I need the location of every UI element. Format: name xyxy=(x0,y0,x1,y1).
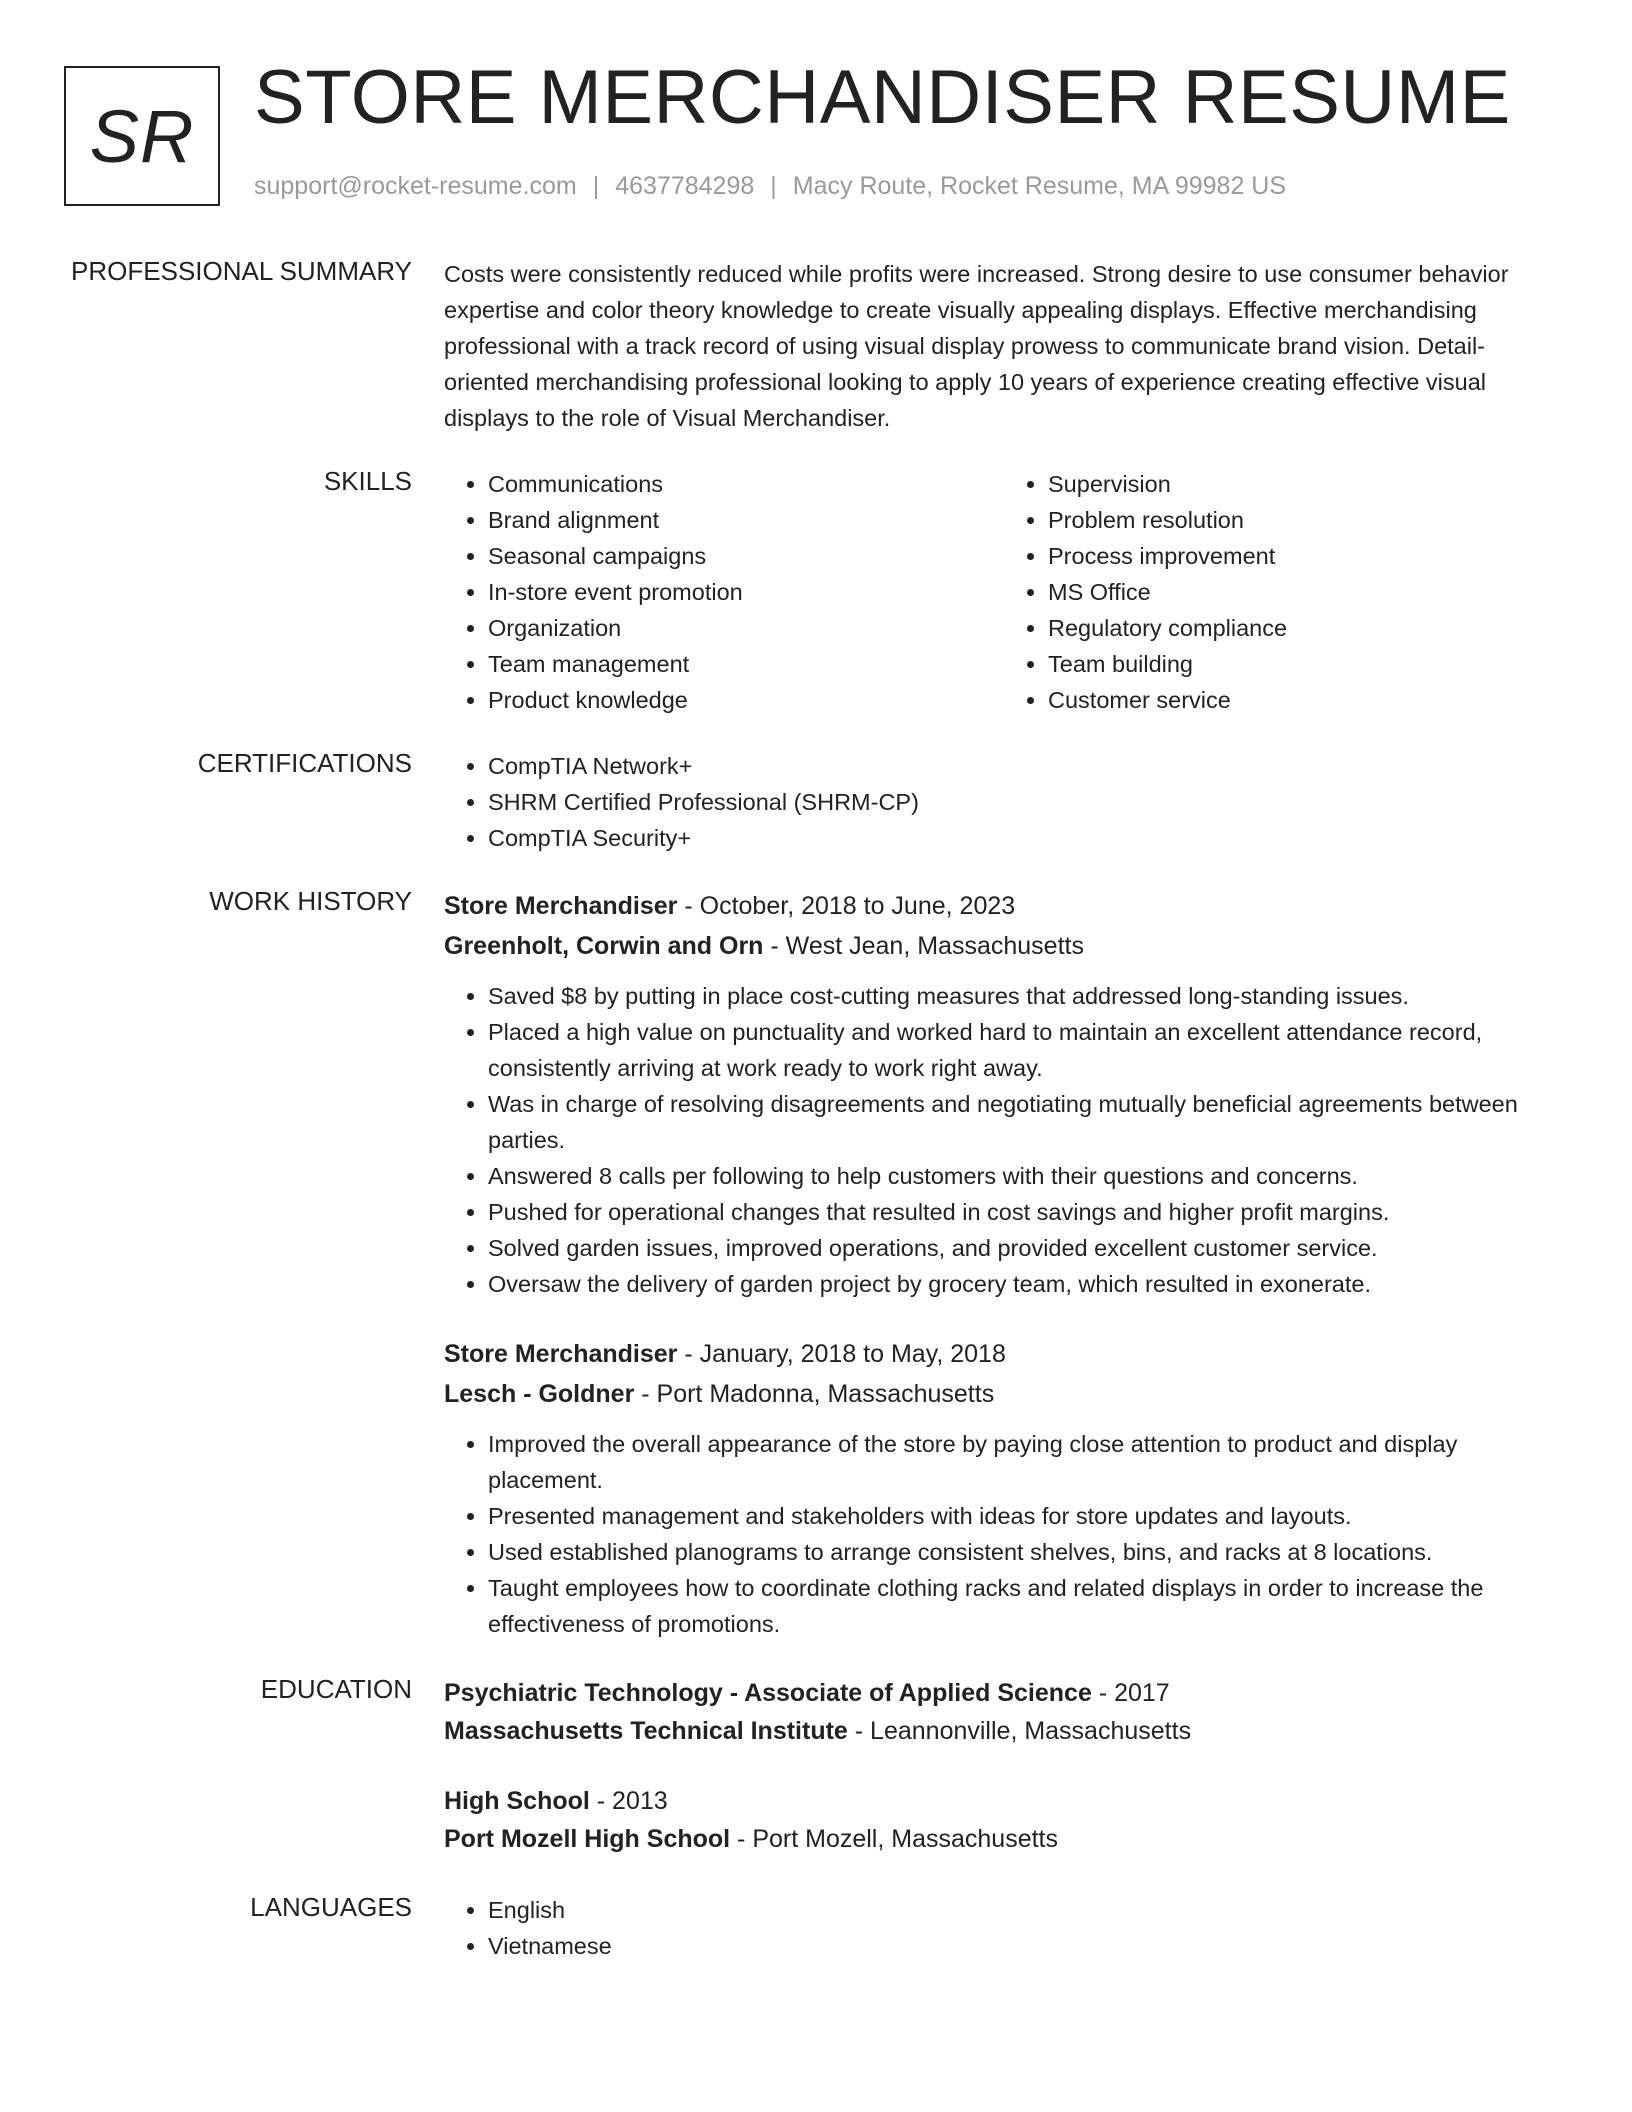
job-dates: - January, 2018 to May, 2018 xyxy=(677,1340,1006,1368)
job-entry xyxy=(444,886,1564,1302)
skills-list-left xyxy=(444,466,1004,718)
languages-list xyxy=(444,1892,1564,1964)
job-entry xyxy=(444,1334,1564,1642)
skills-columns xyxy=(444,466,1564,718)
education-year: - 2017 xyxy=(1091,1679,1170,1707)
job-employer: Greenholt, Corwin and Orn xyxy=(444,932,764,960)
education-school: Port Mozell High School xyxy=(444,1825,731,1853)
section-label: PROFESSIONAL SUMMARY xyxy=(71,256,412,286)
section-label: SKILLS xyxy=(323,466,412,496)
certification-item: • CompTIA Security+ xyxy=(488,820,1564,856)
job-bullet: • Answered 8 calls per following to help customers with their questions and concerns. xyxy=(488,1158,1564,1194)
skill-item: • Customer service xyxy=(1048,682,1564,718)
job-bullets xyxy=(444,978,1564,1302)
skill-item: • Product knowledge xyxy=(488,682,1004,718)
education-year: - 2013 xyxy=(589,1787,668,1815)
job-bullet: • Improved the overall appearance of the store by paying close attention to product and display placement. xyxy=(488,1426,1564,1498)
skill-item: • Process improvement xyxy=(1048,538,1564,574)
job-bullets xyxy=(444,1426,1564,1642)
job-bullet: • Saved $8 by putting in place cost-cutting measures that addressed long-standing issues. xyxy=(488,978,1564,1014)
job-bullet: • Solved garden issues, improved operations, and provided excellent customer service. xyxy=(488,1230,1564,1266)
job-employer: Lesch - Goldner xyxy=(444,1380,635,1408)
contact-separator: | xyxy=(592,172,600,200)
skill-item: • Brand alignment xyxy=(488,502,1004,538)
education-location: - Leannonville, Massachusetts xyxy=(847,1717,1192,1745)
job-title: Store Merchandiser xyxy=(444,892,678,920)
section-label: LANGUAGES xyxy=(250,1892,412,1922)
education-school: Massachusetts Technical Institute xyxy=(444,1717,848,1745)
job-bullet: • Presented management and stakeholders with ideas for store updates and layouts. xyxy=(488,1498,1564,1534)
job-bullet: • Taught employees how to coordinate clothing racks and related displays in order to increase the effectiveness of promotions. xyxy=(488,1570,1564,1642)
summary-text: Costs were consistently reduced while profits were increased. Strong desire to use consumer behavior expertise and color theory knowledge to create visually appealing displays. Effective merchandising professional with a track record of using visual display prowess to communicate brand vision. Detail-oriented merchandising professional looking to apply 10 years of experience creating effective visual displays to the role of Visual Merchandiser. xyxy=(444,261,1509,431)
skill-item: • Team building xyxy=(1048,646,1564,682)
skill-item: • Seasonal campaigns xyxy=(488,538,1004,574)
language-item: • English xyxy=(488,1892,1564,1928)
job-location: - West Jean, Massachusetts xyxy=(763,932,1084,960)
skill-item: • In-store event promotion xyxy=(488,574,1004,610)
education-entry xyxy=(444,1782,1564,1858)
skill-item: • Communications xyxy=(488,466,1004,502)
skills-list-right xyxy=(1004,466,1564,718)
job-title: Store Merchandiser xyxy=(444,1340,678,1368)
job-bullet: • Pushed for operational changes that resulted in cost savings and higher profit margins. xyxy=(488,1194,1564,1230)
skill-item: • Regulatory compliance xyxy=(1048,610,1564,646)
section-label: EDUCATION xyxy=(260,1674,412,1704)
certification-item: • CompTIA Network+ xyxy=(488,748,1564,784)
job-bullet: • Placed a high value on punctuality and worked hard to maintain an excellent attendance record, consistently arriving at work ready to work right away. xyxy=(488,1014,1564,1086)
section-label: WORK HISTORY xyxy=(209,886,412,916)
education-location: - Port Mozell, Massachusetts xyxy=(730,1825,1058,1853)
contact-separator: | xyxy=(770,172,777,200)
job-bullet: • Oversaw the delivery of garden project by grocery team, which resulted in exonerate. xyxy=(488,1266,1564,1302)
job-location: - Port Madonna, Massachusetts xyxy=(634,1380,995,1408)
skill-item: • Problem resolution xyxy=(1048,502,1564,538)
section-label: CERTIFICATIONS xyxy=(197,748,412,778)
contact-email: support@rocket-resume.com xyxy=(254,172,577,200)
contact-line xyxy=(254,172,1286,201)
monogram: SR xyxy=(64,66,220,206)
language-item: • Vietnamese xyxy=(488,1928,1564,1964)
certifications-list xyxy=(444,748,1564,856)
education-degree: Psychiatric Technology - Associate of Applied Science xyxy=(444,1679,1092,1707)
skill-item: • MS Office xyxy=(1048,574,1564,610)
skill-item: • Team management xyxy=(488,646,1004,682)
resume-title: STORE MERCHANDISER RESUME xyxy=(254,55,1511,140)
contact-phone: 4637784298 xyxy=(615,172,755,200)
job-bullet: • Was in charge of resolving disagreements and negotiating mutually beneficial agreements between parties. xyxy=(488,1086,1564,1158)
contact-address: Macy Route, Rocket Resume, MA 99982 US xyxy=(792,172,1287,200)
certification-item: • SHRM Certified Professional (SHRM-CP) xyxy=(488,784,1564,820)
education-degree: High School xyxy=(444,1787,590,1815)
education-entry xyxy=(444,1674,1564,1750)
skill-item: • Organization xyxy=(488,610,1004,646)
job-bullet: • Used established planograms to arrange consistent shelves, bins, and racks at 8 locations. xyxy=(488,1534,1564,1570)
skill-item: • Supervision xyxy=(1048,466,1564,502)
job-dates: - October, 2018 to June, 2023 xyxy=(677,892,1016,920)
